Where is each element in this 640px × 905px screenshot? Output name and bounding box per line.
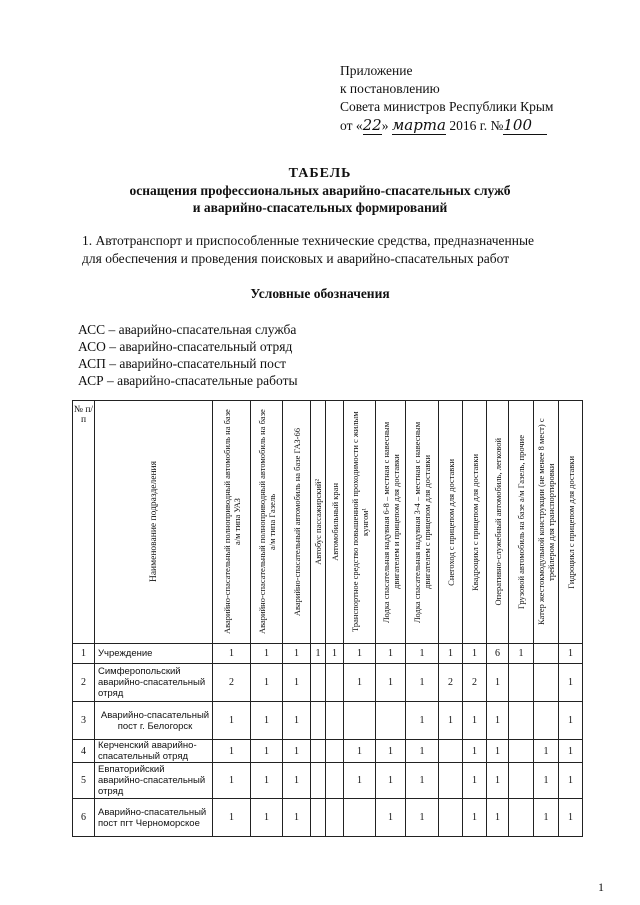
quantity-cell: 1 xyxy=(283,702,311,740)
date-mid: » xyxy=(381,118,392,133)
quantity-cell: 1 xyxy=(376,664,406,702)
table-row xyxy=(73,702,583,740)
quantity-cell xyxy=(326,702,344,740)
quantity-cell xyxy=(311,799,326,837)
column-header-text: Аварийно-спасательный автомобиль на базе ГАЗ-66 xyxy=(291,427,302,617)
quantity-cell: 1 xyxy=(534,740,559,763)
quantity-cell: 1 xyxy=(406,644,439,664)
row-number: 4 xyxy=(73,740,95,763)
quantity-cell: 1 xyxy=(406,702,439,740)
quantity-cell: 1 xyxy=(283,799,311,837)
quantity-cell xyxy=(439,763,463,799)
unit-name: Керченский аварийно-спасательный отряд xyxy=(95,740,213,763)
quantity-cell: 2 xyxy=(463,664,487,702)
section-line-2: для обеспечения и проведения поисковых и аварийно-спасательных работ xyxy=(82,251,510,266)
column-header-text: Оперативно-служебный автомобиль, легковой xyxy=(492,438,503,606)
quantity-cell: 1 xyxy=(344,644,376,664)
quantity-cell xyxy=(326,664,344,702)
column-header xyxy=(283,401,311,644)
quantity-cell: 1 xyxy=(559,644,583,664)
quantity-cell: 1 xyxy=(487,702,509,740)
quantity-cell: 1 xyxy=(251,664,283,702)
quantity-cell: 1 xyxy=(376,799,406,837)
quantity-cell: 1 xyxy=(376,763,406,799)
section-heading xyxy=(82,232,602,268)
date-year: 2016 г. № xyxy=(445,118,504,133)
quantity-cell xyxy=(509,664,534,702)
date-prefix: от « xyxy=(340,118,363,133)
column-header xyxy=(487,401,509,644)
legend-list xyxy=(78,321,298,389)
quantity-cell: 1 xyxy=(406,763,439,799)
quantity-cell: 1 xyxy=(213,644,251,664)
quantity-cell: 1 xyxy=(406,799,439,837)
quantity-cell xyxy=(326,799,344,837)
quantity-cell: 2 xyxy=(213,664,251,702)
quantity-cell: 1 xyxy=(251,644,283,664)
table-row xyxy=(73,664,583,702)
quantity-cell xyxy=(439,740,463,763)
legend-title: Условные обозначения xyxy=(250,286,390,301)
appendix-date-line xyxy=(340,116,553,135)
equipment-table xyxy=(72,400,583,837)
quantity-cell: 1 xyxy=(406,740,439,763)
quantity-cell: 1 xyxy=(283,664,311,702)
quantity-cell xyxy=(311,702,326,740)
row-number: 1 xyxy=(73,644,95,664)
unit-name: Симферопольский аварийно-спасательный отряд xyxy=(95,664,213,702)
quantity-cell: 1 xyxy=(559,740,583,763)
column-header-name xyxy=(95,401,213,644)
column-header xyxy=(251,401,283,644)
quantity-cell xyxy=(311,664,326,702)
equipment-table-wrap xyxy=(72,400,583,837)
table-body xyxy=(73,644,583,837)
quantity-cell: 1 xyxy=(534,799,559,837)
column-header xyxy=(326,401,344,644)
quantity-cell: 1 xyxy=(487,664,509,702)
column-header-text: Аварийно-спасательный полноприводный автомобиль на базе а/м типа Газель xyxy=(256,409,277,635)
unit-name: Евпаторийский аварийно-спасательный отряд xyxy=(95,763,213,799)
doc-subtitle-2: и аварийно-спасательных формирований xyxy=(192,200,448,215)
quantity-cell: 1 xyxy=(463,644,487,664)
appendix-block xyxy=(340,62,553,135)
row-number: 6 xyxy=(73,799,95,837)
quantity-cell xyxy=(311,740,326,763)
quantity-cell: 1 xyxy=(213,799,251,837)
quantity-cell: 1 xyxy=(283,644,311,664)
appendix-line-2: к постановлению xyxy=(340,81,440,96)
quantity-cell: 1 xyxy=(463,799,487,837)
legend-item: АСР – аварийно-спасательные работы xyxy=(78,373,298,388)
column-header xyxy=(509,401,534,644)
column-header-text: Катер жестокмодульной конструкции (не менее 8 мест) с трейлером для транспортировки xyxy=(536,418,556,626)
column-header xyxy=(376,401,406,644)
quantity-cell: 1 xyxy=(283,763,311,799)
quantity-cell: 1 xyxy=(463,702,487,740)
row-number: 2 xyxy=(73,664,95,702)
doc-subtitle-1: оснащения профессиональных аварийно-спасательных служб xyxy=(129,183,511,198)
quantity-cell: 1 xyxy=(487,763,509,799)
quantity-cell xyxy=(534,702,559,740)
column-header xyxy=(344,401,376,644)
quantity-cell: 1 xyxy=(559,664,583,702)
table-row xyxy=(73,644,583,664)
quantity-cell: 1 xyxy=(463,763,487,799)
quantity-cell: 1 xyxy=(406,664,439,702)
appendix-line-1: Приложение xyxy=(340,63,413,78)
table-row xyxy=(73,763,583,799)
table-row xyxy=(73,740,583,763)
quantity-cell: 1 xyxy=(487,799,509,837)
quantity-cell: 1 xyxy=(559,763,583,799)
document-number: 100 xyxy=(503,116,547,135)
quantity-cell: 1 xyxy=(344,664,376,702)
column-header-text: Автомобильный кран xyxy=(329,483,340,561)
column-header xyxy=(559,401,583,644)
quantity-cell xyxy=(376,702,406,740)
column-header-text: Лодка спасательная надувная 3-4 – местная с навесным двигателем с прицепом для доставки xyxy=(412,421,432,623)
date-month: марта xyxy=(391,116,446,134)
appendix-line-3: Совета министров Республики Крым xyxy=(340,99,554,114)
column-header-name-text: Наименование подразделения xyxy=(148,461,159,583)
column-header-text: Снегоход с прицепом для доставки xyxy=(445,458,456,586)
column-header xyxy=(213,401,251,644)
quantity-cell: 1 xyxy=(344,763,376,799)
column-header-num: № п/п xyxy=(73,401,95,644)
doc-title: ТАБЕЛЬ xyxy=(288,166,352,181)
quantity-cell: 1 xyxy=(463,740,487,763)
quantity-cell: 1 xyxy=(376,644,406,664)
unit-name: Учреждение xyxy=(95,644,213,664)
row-number: 5 xyxy=(73,763,95,799)
quantity-cell: 1 xyxy=(439,644,463,664)
column-header xyxy=(534,401,559,644)
quantity-cell xyxy=(509,702,534,740)
quantity-cell: 1 xyxy=(213,702,251,740)
quantity-cell: 1 xyxy=(251,763,283,799)
quantity-cell xyxy=(534,644,559,664)
row-number: 3 xyxy=(73,702,95,740)
column-header-text: Автобус пассажирский² xyxy=(313,479,323,565)
column-header-text: Гидроцикл с прицепом для доставки xyxy=(565,455,576,589)
table-row xyxy=(73,799,583,837)
unit-name: Аварийно-спасательный пост пгт Черноморское xyxy=(95,799,213,837)
column-header-text: Транспортное средство повышенной проходимости с жилым кунгом¹ xyxy=(349,411,370,633)
quantity-cell: 1 xyxy=(251,702,283,740)
quantity-cell xyxy=(326,740,344,763)
quantity-cell: 1 xyxy=(559,799,583,837)
quantity-cell: 1 xyxy=(509,644,534,664)
quantity-cell xyxy=(326,763,344,799)
section-line-1: 1. Автотранспорт и приспособленные технические средства, предназначенные xyxy=(82,233,535,248)
quantity-cell xyxy=(509,763,534,799)
quantity-cell: 6 xyxy=(487,644,509,664)
quantity-cell: 1 xyxy=(213,763,251,799)
quantity-cell: 1 xyxy=(326,644,344,664)
date-day: 22 xyxy=(362,116,382,134)
quantity-cell: 2 xyxy=(439,664,463,702)
quantity-cell: 1 xyxy=(311,644,326,664)
legend-item: АСО – аварийно-спасательный отряд xyxy=(78,339,293,354)
column-header-text: Лодка спасательная надувная 6-8 – местная с навесным двигателем и прицепом для доставки xyxy=(380,421,401,623)
legend-item: АСП – аварийно-спасательный пост xyxy=(78,356,287,371)
quantity-cell: 1 xyxy=(283,740,311,763)
quantity-cell xyxy=(344,799,376,837)
quantity-cell xyxy=(439,799,463,837)
quantity-cell: 1 xyxy=(213,740,251,763)
quantity-cell: 1 xyxy=(376,740,406,763)
quantity-cell xyxy=(344,702,376,740)
column-header xyxy=(311,401,326,644)
quantity-cell: 1 xyxy=(559,702,583,740)
column-header xyxy=(406,401,439,644)
unit-name: Аварийно-спасательный пост г. Белогорск xyxy=(95,702,213,740)
quantity-cell xyxy=(534,664,559,702)
column-header xyxy=(463,401,487,644)
quantity-cell: 1 xyxy=(251,799,283,837)
quantity-cell: 1 xyxy=(251,740,283,763)
quantity-cell: 1 xyxy=(487,740,509,763)
quantity-cell xyxy=(509,799,534,837)
quantity-cell: 1 xyxy=(344,740,376,763)
column-header-text: Квадроцикл с прицепом для доставки xyxy=(469,453,480,591)
legend-item: АСС – аварийно-спасательная служба xyxy=(78,322,297,337)
page-number: 1 xyxy=(598,880,604,894)
quantity-cell xyxy=(509,740,534,763)
column-header-text: Грузовой автомобиль на базе а/м Газель, прочие xyxy=(516,434,526,610)
quantity-cell: 1 xyxy=(534,763,559,799)
quantity-cell: 1 xyxy=(439,702,463,740)
column-header xyxy=(439,401,463,644)
table-header-row xyxy=(73,401,583,644)
column-header-text: Аварийно-спасательный полноприводный автомобиль на базе а/м типа УАЗ xyxy=(221,409,242,635)
quantity-cell xyxy=(311,763,326,799)
